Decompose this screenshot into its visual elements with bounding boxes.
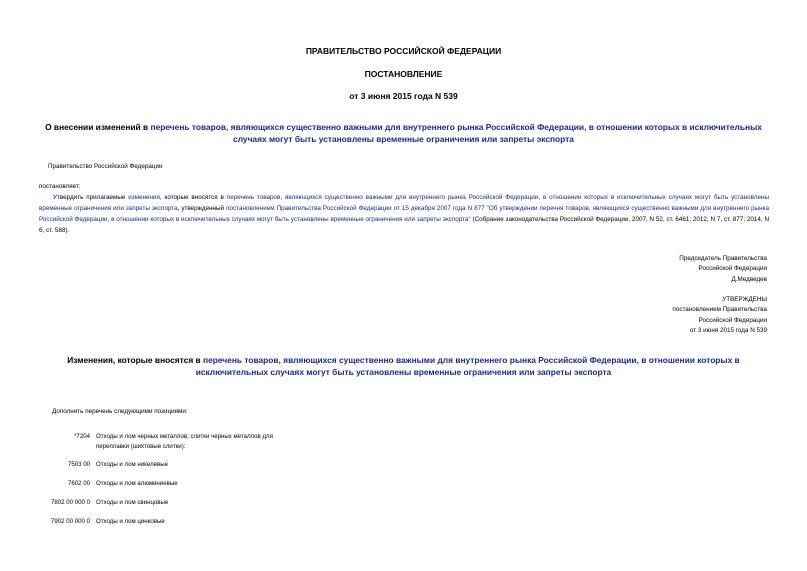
- government-heading: ПРАВИТЕЛЬСТВО РОССИЙСКОЙ ФЕДЕРАЦИИ: [305, 46, 502, 56]
- changes-link[interactable]: изменения: [128, 194, 160, 201]
- approved-block: [672, 295, 767, 336]
- list-link[interactable]: перечень товаров, являющихся существенно важными для внутреннего рынка Российской Федерации, в отношении которых в исключительных случаях могут быть установлены временные ограничения или запреты экспорта: [39, 194, 770, 212]
- position-code: 7503 00: [67, 461, 90, 468]
- paragraph-text-3: , утвержденный: [177, 205, 227, 212]
- signature-title: Председатель Правительства: [679, 255, 767, 262]
- position-code: 7902 00 000 0: [51, 518, 90, 525]
- approved-heading: УТВЕРЖДЕНЫ: [722, 296, 767, 303]
- government-line: Правительство Российской Федерации: [48, 163, 163, 170]
- position-code: *7204: [74, 433, 90, 440]
- position-description: Отходы и лом свинцовые: [96, 499, 169, 506]
- document-title: [40, 121, 767, 145]
- position-description: Отходы и лом цинковые: [96, 518, 165, 525]
- document-date: от 3 июня 2015 года N 539: [349, 91, 458, 101]
- title-list-link[interactable]: перечень товаров, являющихся существенно важными для внутреннего рынка Российской Федерации, в отношении которых в исключительных случаях могут быть установлены временные ограничения или запреты экспорта: [150, 122, 762, 144]
- approved-date: от 3 июня 2015 года N 539: [689, 326, 767, 334]
- paragraph-text-1: Утвердить прилагаемые: [53, 194, 129, 201]
- changes-title: [40, 354, 767, 378]
- main-paragraph: [39, 192, 769, 236]
- signature-country: Российской Федерации: [698, 265, 767, 273]
- changes-title-link[interactable]: перечень товаров, являющихся существенно важными для внутреннего рынка Российской Федерации, в отношении которых в исключительных случаях могут быть установлены временные ограничения или запреты экспорта: [195, 355, 740, 377]
- position-description: Отходы и лом черных металлов; слитки черных металлов для переплавки (шихтовые слитки):: [96, 433, 273, 450]
- approved-by: постановлением Правительства: [672, 306, 767, 314]
- resolution-877-link[interactable]: постановлением Правительства Российской Федерации от 15 декабря 2007 года N 877 "Об утверждении перечня товаров, являющихся существенно важными для внутреннего рынка Российской Федерации, в отношении которых в исключительных случаях могут быть установлены временные ограничения или запреты экспорта": [39, 205, 769, 223]
- signature-name: Д.Медведев: [731, 275, 767, 283]
- document-type: ПОСТАНОВЛЕНИЕ: [364, 69, 443, 79]
- position-description: Отходы и лом никелевые: [96, 461, 169, 468]
- title-prefix: О внесении изменений в: [45, 122, 151, 132]
- supplement-intro: Дополнить перечень следующими позициями:: [52, 408, 188, 415]
- position-code: 7802 00 000 0: [51, 499, 90, 506]
- position-description: Отходы и лом алюминиевые: [96, 480, 178, 487]
- signature-block: [679, 254, 767, 285]
- paragraph-text-2: , которые вносятся в: [159, 194, 227, 201]
- changes-title-prefix: Изменения, которые вносятся в: [67, 355, 204, 365]
- approved-country: Российской Федерации: [698, 316, 767, 324]
- position-code: 7602 00: [67, 480, 90, 487]
- paragraph-text-4: (Собрание законодательства Российской Федерации, 2007, N 52, ст. 6461; 2012, N 7, ст. 877; 2014, N 6, ст. 588).: [39, 216, 769, 234]
- resolves-line: постановляет:: [39, 183, 81, 190]
